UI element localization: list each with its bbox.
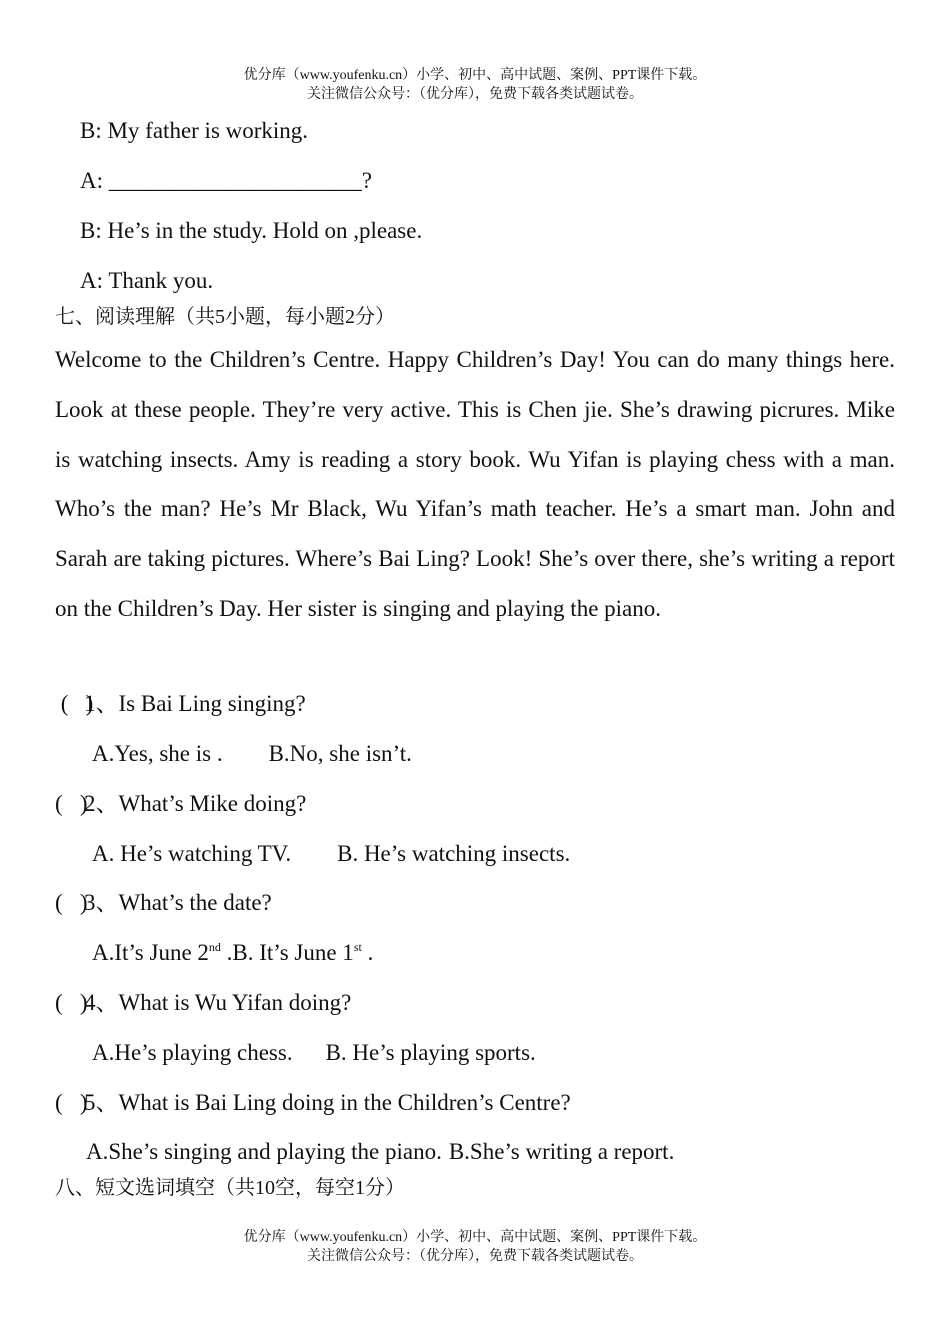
footer-line-2: 关注微信公众号：（优分库），免费下载各类试题试卷。: [307, 1249, 643, 1264]
option-b: B. He’s watching insects.: [337, 841, 571, 866]
answer-blank: ( ): [55, 691, 94, 716]
question-text: 2、What’s Mike doing?: [84, 791, 307, 816]
question-5: [55, 1088, 571, 1118]
header-line-1: 优分库（www.youfenku.cn）小学、初中、高中试题、案例、PPT课件下载。: [243, 68, 707, 83]
answer-blank: ( ): [55, 1090, 88, 1115]
option-b: B.No, she isn’t.: [268, 741, 412, 766]
question-2: [55, 789, 306, 819]
page-footer: [0, 1228, 950, 1266]
footer-line-1: 优分库（www.youfenku.cn）小学、初中、高中试题、案例、PPT课件下载。: [243, 1230, 707, 1245]
option-a: A.It’s June 2: [92, 940, 209, 965]
section-8-title: 八、短文选词填空（共10空，每空1分）: [55, 1177, 405, 1199]
ordinal-suffix: st: [353, 940, 362, 954]
page-header: [0, 66, 950, 104]
question-1-options: [92, 739, 412, 769]
dialogue-line-1: B: My father is working.: [80, 118, 309, 143]
question-3: [55, 888, 272, 918]
option-end: .: [361, 940, 374, 965]
dialogue-line-4: A: Thank you.: [80, 268, 214, 293]
question-3-options: [92, 938, 373, 968]
question-text: 5、What is Bai Ling doing in the Children’s Centre?: [84, 1090, 571, 1115]
answer-blank: ( ): [55, 890, 88, 915]
answer-blank: ( ): [55, 990, 88, 1015]
option-a: A.He’s playing chess.: [92, 1040, 293, 1065]
option-b: B. He’s playing sports.: [325, 1040, 536, 1065]
question-1: [55, 689, 306, 719]
section-7-title: 七、阅读理解（共5小题，每小题2分）: [55, 306, 395, 328]
option-b: B.She’s writing a report.: [448, 1139, 675, 1164]
question-text: 4、What is Wu Yifan doing?: [84, 990, 352, 1015]
question-2-options: [92, 839, 570, 869]
dialogue-line-2: A: ______________________?: [80, 168, 372, 193]
header-line-2: 关注微信公众号：（优分库），免费下载各类试题试卷。: [307, 87, 643, 102]
reading-passage: Welcome to the Children’s Centre. Happy Children’s Day! You can do many things here. Look at these people. They’re very active. This is Chen jie. She’s drawing picrures. Mike is watching insects. Amy is reading a story book. Wu Yifan is playing chess with a man. Who’s the man? He’s Mr Black, Wu Yifan’s math teacher. He’s a smart man. John and Sarah are taking pictures. Where’s Bai Ling? Look! She’s over there, she’s writing a report on the Children’s Day. Her sister is singing and playing the piano.: [55, 347, 895, 621]
question-text: 1、Is Bai Ling singing?: [84, 691, 306, 716]
question-text: 3、What’s the date?: [84, 890, 272, 915]
option-a: A. He’s watching TV.: [92, 841, 292, 866]
option-a: A.Yes, she is .: [92, 741, 223, 766]
question-4-options: [92, 1038, 536, 1068]
option-b: .B. It’s June 1: [220, 940, 354, 965]
option-a: A.She’s singing and playing the piano.: [86, 1139, 442, 1164]
ordinal-suffix: nd: [208, 940, 221, 954]
question-4: [55, 988, 351, 1018]
question-5-options: [86, 1137, 674, 1167]
answer-blank: ( ): [55, 791, 88, 816]
dialogue-line-3: B: He’s in the study. Hold on ,please.: [80, 218, 423, 243]
